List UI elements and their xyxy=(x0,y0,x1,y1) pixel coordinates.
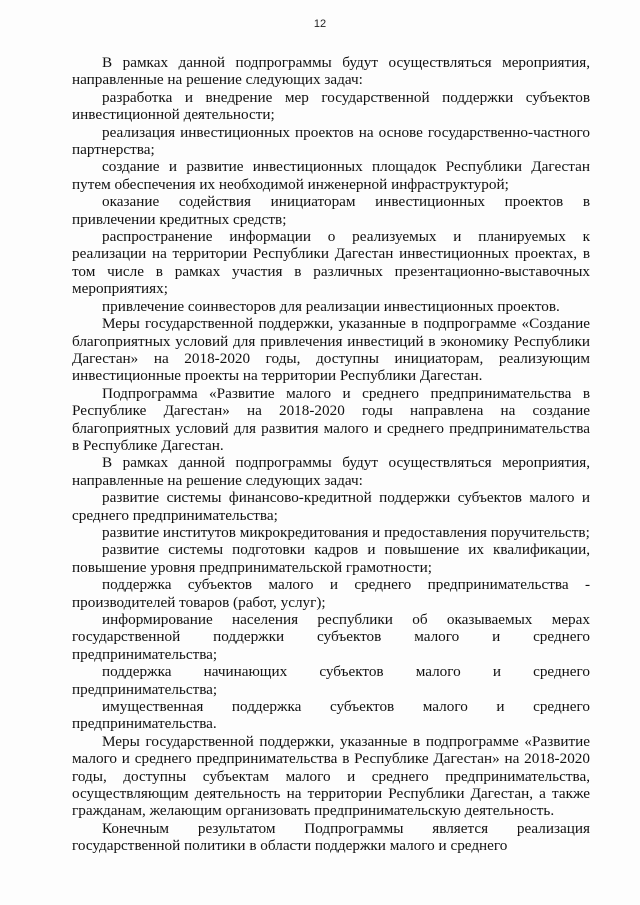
paragraph: имущественная поддержка субъектов малого и среднего предпринимательства. xyxy=(72,698,590,733)
page-number: 12 xyxy=(313,18,327,30)
paragraph: развитие системы финансово-кредитной поддержки субъектов малого и среднего предпринимательства; xyxy=(72,489,590,524)
paragraph: информирование населения республики об оказываемых мерах государственной поддержки субъектов малого и среднего предпринимательства; xyxy=(72,611,590,663)
paragraph: В рамках данной подпрограммы будут осуществляться мероприятия, направленные на решение следующих задач: xyxy=(72,54,590,89)
paragraph: оказание содействия инициаторам инвестиционных проектов в привлечении кредитных средств; xyxy=(72,193,590,228)
paragraph: поддержка начинающих субъектов малого и среднего предпринимательства; xyxy=(72,663,590,698)
paragraph: развитие системы подготовки кадров и повышение их квалификации, повышение уровня предпринимательской грамотности; xyxy=(72,541,590,576)
paragraph: В рамках данной подпрограммы будут осуществляться мероприятия, направленные на решение следующих задач: xyxy=(72,454,590,489)
paragraph: реализация инвестиционных проектов на основе государственно-частного партнерства; xyxy=(72,123,590,159)
paragraph: создание и развитие инвестиционных площадок Республики Дагестан путем обеспечения их необходимой инженерной инфраструктурой; xyxy=(72,158,590,193)
paragraph: Подпрограмма «Развитие малого и среднего предпринимательства в Республике Дагестан» на 2018-2020 годы направлена на создание благоприятных условий для развития малого и среднего предпринимательства в Республике Дагестан. xyxy=(72,384,590,454)
paragraph: Меры государственной поддержки, указанные в подпрограмме «Развитие малого и среднего предпринимательства в Республике Дагестан» на 2018-2020 годы, доступны субъектам малого и среднего предпринимательства, осуществляющим деятельность на территории Республики Дагестан, а также гражданам, желающим организовать предпринимательскую деятельность. xyxy=(72,732,590,820)
paragraph: привлечение соинвесторов для реализации инвестиционных проектов. xyxy=(102,297,560,315)
paragraph: распространение информации о реализуемых и планируемых к реализации на территории Республики Дагестан инвестиционных проектах, в том числе в рамках участия в различных презентационно-выставочных мероприятиях; xyxy=(72,228,590,298)
paragraph: Меры государственной поддержки, указанные в подпрограмме «Создание благоприятных условий для привлечения инвестиций в экономику Республики Дагестан» на 2018-2020 годы, доступны инициаторам, реализующим инвестиционные проекты на территории Республики Дагестан. xyxy=(72,315,590,385)
paragraph: развитие институтов микрокредитования и предоставления поручительств; xyxy=(102,523,590,541)
paragraph: разработка и внедрение мер государственной поддержки субъектов инвестиционной деятельности; xyxy=(72,88,590,124)
paragraph: поддержка субъектов малого и среднего предпринимательства - производителей товаров (работ, услуг); xyxy=(72,576,590,611)
paragraph: Конечным результатом Подпрограммы является реализация государственной политики в области поддержки малого и среднего xyxy=(72,819,590,855)
body-text xyxy=(72,54,590,855)
